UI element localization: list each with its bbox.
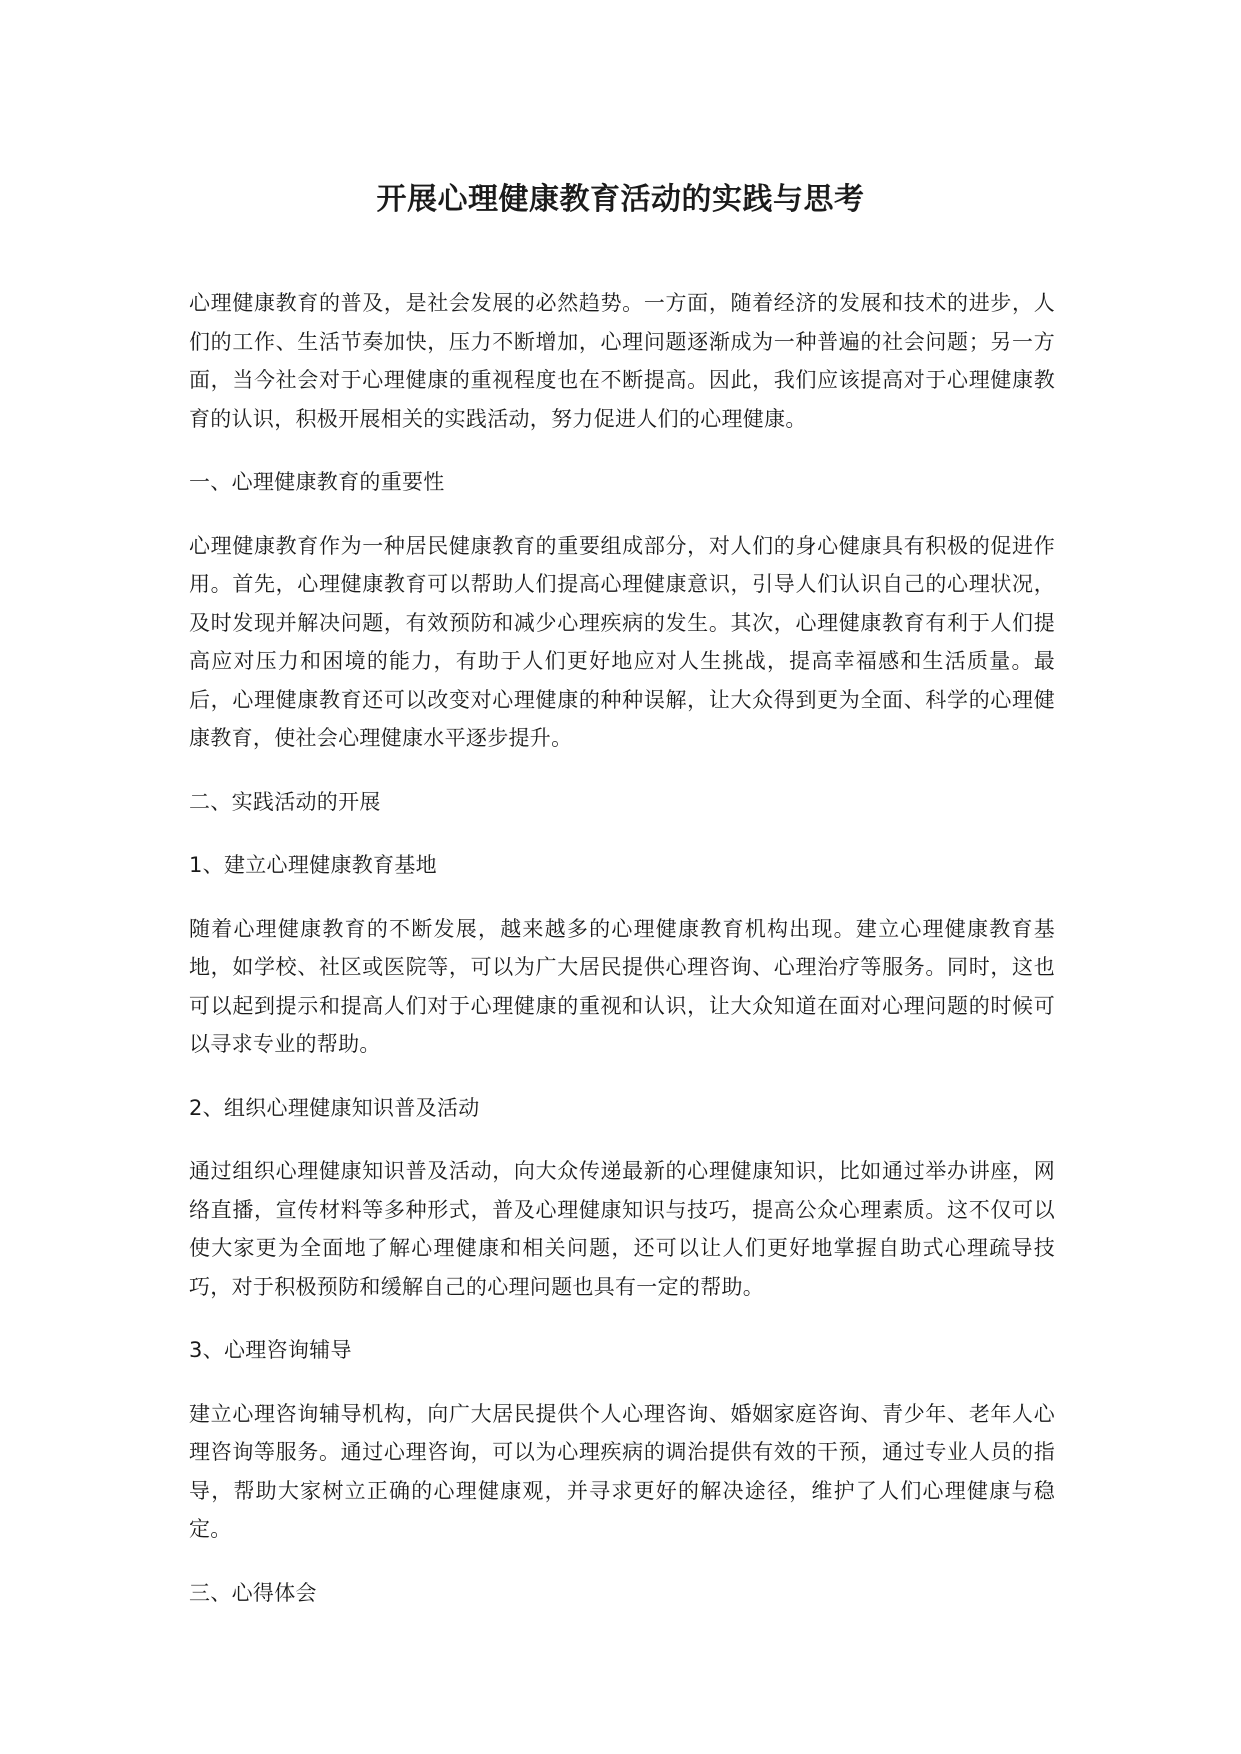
section-heading: 一、心理健康教育的重要性	[189, 470, 445, 494]
document-title: 开展心理健康教育活动的实践与思考	[376, 182, 865, 217]
section-heading: 三、心得体会	[189, 1580, 317, 1605]
document-body	[189, 284, 1055, 1637]
section-heading: 二、实践活动的开展	[189, 789, 381, 814]
intro-paragraph: 心理健康教育的普及，是社会发展的必然趋势。一方面，随着经济的发展和技术的进步，人们的工作、生活节奏加快，压力不断增加，心理问题逐渐成为一种普遍的社会问题；另一方面，当今社会对于心理健康的重视程度也在不断提高。因此，我们应该提高对于心理健康教育的认识，积极开展相关的实践活动，努力促进人们的心理健康。	[189, 291, 1055, 431]
subsection-heading: 1、建立心理健康教育基地	[189, 853, 437, 877]
body-paragraph: 通过组织心理健康知识普及活动，向大众传递最新的心理健康知识，比如通过举办讲座，网络直播，宣传材料等多种形式，普及心理健康知识与技巧，提高公众心理素质。这不仅可以使大家更为全面地了解心理健康和相关问题，还可以让人们更好地掌握自助式心理疏导技巧，对于积极预防和缓解自己的心理问题也具有一定的帮助。	[189, 1159, 1055, 1299]
body-paragraph: 心理健康教育作为一种居民健康教育的重要组成部分，对人们的身心健康具有积极的促进作用。首先，心理健康教育可以帮助人们提高心理健康意识，引导人们认识自己的心理状况，及时发现并解决问题，有效预防和减少心理疾病的发生。其次，心理健康教育有利于人们提高应对压力和困境的能力，有助于人们更好地应对人生挑战，提高幸福感和生活质量。最后，心理健康教育还可以改变对心理健康的种种误解，让大众得到更为全面、科学的心理健康教育，使社会心理健康水平逐步提升。	[189, 533, 1055, 750]
body-paragraph: 建立心理咨询辅导机构，向广大居民提供个人心理咨询、婚姻家庭咨询、青少年、老年人心理咨询等服务。通过心理咨询，可以为心理疾病的调治提供有效的干预，通过专业人员的指导，帮助大家树立正确的心理健康观，并寻求更好的解决途径，维护了人们心理健康与稳定。	[189, 1401, 1055, 1541]
body-paragraph: 随着心理健康教育的不断发展，越来越多的心理健康教育机构出现。建立心理健康教育基地，如学校、社区或医院等，可以为广大居民提供心理咨询、心理治疗等服务。同时，这也可以起到提示和提高人们对于心理健康的重视和认识，让大众知道在面对心理问题的时候可以寻求专业的帮助。	[189, 916, 1055, 1056]
subsection-heading: 3、心理咨询辅导	[189, 1338, 352, 1362]
subsection-heading: 2、组织心理健康知识普及活动	[189, 1095, 480, 1120]
